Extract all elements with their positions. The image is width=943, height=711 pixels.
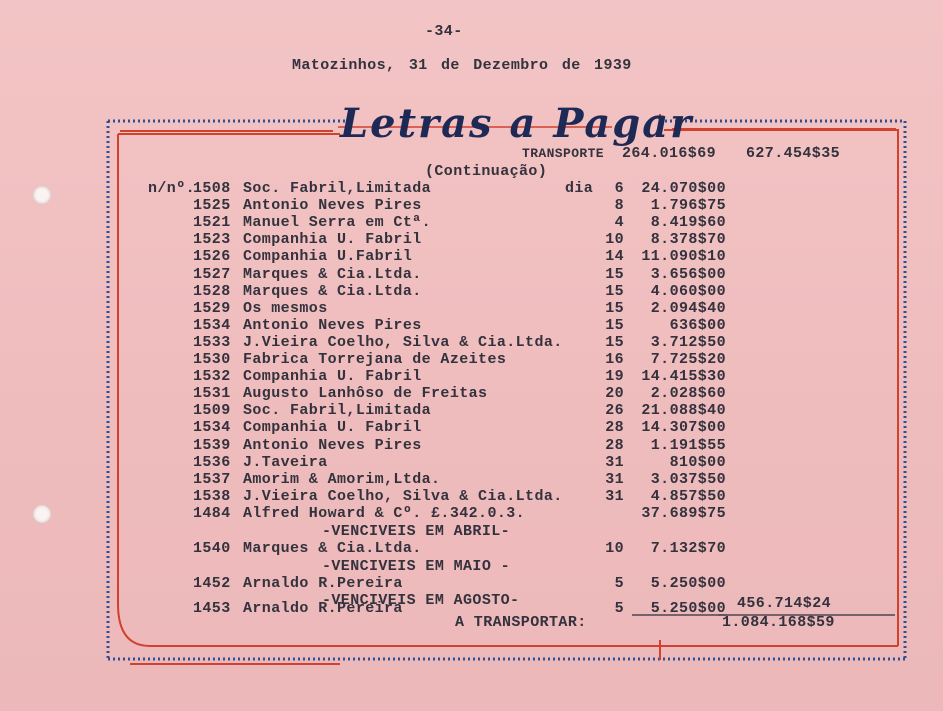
row-day: 19: [605, 368, 624, 385]
row-number: 1452: [193, 575, 231, 592]
row-amount: 3.037$50: [650, 471, 726, 488]
row-name: Os mesmos: [243, 300, 328, 317]
day-header: dia: [565, 180, 594, 197]
page-number: -34-: [425, 23, 463, 40]
row-amount: 4.857$50: [650, 488, 726, 505]
row-name: Arnaldo R.Pereira: [243, 575, 403, 592]
row-day: 15: [605, 283, 624, 300]
row-day: 10: [605, 231, 624, 248]
row-amount: 7.132$70: [650, 540, 726, 557]
section-heading: -VENCIVEIS EM ABRIL-: [322, 523, 511, 540]
row-amount: 8.419$60: [650, 214, 726, 231]
row-day: 31: [605, 454, 624, 471]
transport-out-label: A TRANSPORTAR:: [455, 614, 587, 631]
transport-out-amount: 1.084.168$59: [722, 614, 835, 631]
row-number: 1536: [193, 454, 231, 471]
row-name: Antonio Neves Pires: [243, 437, 422, 454]
transport-label: TRANSPORTE: [522, 146, 605, 161]
row-number: 1523: [193, 231, 231, 248]
row-name: J.Vieira Coelho, Silva & Cia.Ltda.: [243, 334, 563, 351]
row-amount: 5.250$00: [650, 575, 726, 592]
row-name: J.Taveira: [243, 454, 328, 471]
row-name: Arnaldo R.Pereira: [243, 600, 403, 617]
row-amount: 14.307$00: [641, 419, 726, 436]
row-number: 1539: [193, 437, 231, 454]
row-number: 1526: [193, 248, 231, 265]
row-amount: 14.415$30: [641, 368, 726, 385]
first-row-prefix: n/nº.: [148, 180, 196, 197]
row-number: 1537: [193, 471, 231, 488]
row-day: 14: [605, 248, 624, 265]
row-number: 1538: [193, 488, 231, 505]
row-number: 1484: [193, 505, 231, 522]
section-heading: -VENCIVEIS EM AGOSTO-: [322, 592, 520, 609]
row-name: Companhia U. Fabril: [243, 368, 422, 385]
row-name: Soc. Fabril,Limitada: [243, 180, 432, 197]
row-name: Companhia U. Fabril: [243, 231, 422, 248]
row-name: Alfred Howard & Cº. £.342.0.3.: [243, 505, 526, 522]
row-number: 1453: [193, 600, 231, 617]
dateline: Matozinhos, 31 de Dezembro de 1939: [292, 57, 632, 74]
row-day: 15: [605, 317, 624, 334]
row-name: Companhia U. Fabril: [243, 419, 422, 436]
row-number: 1534: [193, 419, 231, 436]
page-total: 456.714$24: [737, 595, 832, 612]
row-amount: 24.070$00: [641, 180, 726, 197]
row-name: Amorim & Amorim,Ltda.: [243, 471, 441, 488]
row-number: 1527: [193, 266, 231, 283]
row-day: 10: [605, 540, 624, 557]
row-number: 1533: [193, 334, 231, 351]
row-name: Antonio Neves Pires: [243, 317, 422, 334]
row-name: Fabrica Torrejana de Azeites: [243, 351, 507, 368]
row-amount: 21.088$40: [641, 402, 726, 419]
row-number: 1528: [193, 283, 231, 300]
row-day: 5: [614, 575, 624, 592]
row-amount: 1.796$75: [650, 197, 726, 214]
transport-col2: 627.454$35: [746, 145, 841, 162]
row-day: 31: [605, 488, 624, 505]
row-amount: 1.191$55: [650, 437, 726, 454]
row-amount: 7.725$20: [650, 351, 726, 368]
row-number: 1540: [193, 540, 231, 557]
row-day: 5: [614, 600, 624, 617]
row-day: 4: [614, 214, 624, 231]
row-amount: 810$00: [669, 454, 726, 471]
row-number: 1529: [193, 300, 231, 317]
row-day: 20: [605, 385, 624, 402]
row-amount: 37.689$75: [641, 505, 726, 522]
row-day: 28: [605, 419, 624, 436]
row-name: Soc. Fabril,Limitada: [243, 402, 432, 419]
row-day: 16: [605, 351, 624, 368]
row-name: Augusto Lanhôso de Freitas: [243, 385, 488, 402]
row-number: 1531: [193, 385, 231, 402]
row-number: 1534: [193, 317, 231, 334]
row-day: 15: [605, 334, 624, 351]
row-number: 1532: [193, 368, 231, 385]
row-amount: 11.090$10: [641, 248, 726, 265]
row-amount: 2.028$60: [650, 385, 726, 402]
row-amount: 2.094$40: [650, 300, 726, 317]
row-amount: 8.378$70: [650, 231, 726, 248]
row-name: Antonio Neves Pires: [243, 197, 422, 214]
row-amount: 4.060$00: [650, 283, 726, 300]
row-name: Marques & Cia.Ltda.: [243, 540, 422, 557]
section-heading: -VENCIVEIS EM MAIO -: [322, 558, 511, 575]
row-day: 31: [605, 471, 624, 488]
row-name: J.Vieira Coelho, Silva & Cia.Ltda.: [243, 488, 563, 505]
row-number: 1508: [193, 180, 231, 197]
binder-hole-bottom: [33, 505, 51, 523]
row-day: 15: [605, 266, 624, 283]
row-name: Marques & Cia.Ltda.: [243, 283, 422, 300]
row-day: 26: [605, 402, 624, 419]
transport-col1: 264.016$69: [622, 145, 717, 162]
binder-hole-top: [33, 186, 51, 204]
row-name: Companhia U.Fabril: [243, 248, 413, 265]
row-number: 1509: [193, 402, 231, 419]
row-day: 15: [605, 300, 624, 317]
continuation-label: (Continuação): [425, 163, 548, 180]
row-amount: 5.250$00: [650, 600, 726, 617]
row-day: 8: [614, 197, 624, 214]
row-number: 1525: [193, 197, 231, 214]
row-day: 6: [614, 180, 624, 197]
ledger-title: Letras a Pagar: [340, 100, 694, 147]
row-amount: 3.656$00: [650, 266, 726, 283]
row-name: Manuel Serra em Ctª.: [243, 214, 432, 231]
row-amount: 636$00: [669, 317, 726, 334]
row-day: 28: [605, 437, 624, 454]
row-number: 1530: [193, 351, 231, 368]
row-name: Marques & Cia.Ltda.: [243, 266, 422, 283]
row-number: 1521: [193, 214, 231, 231]
row-amount: 3.712$50: [650, 334, 726, 351]
